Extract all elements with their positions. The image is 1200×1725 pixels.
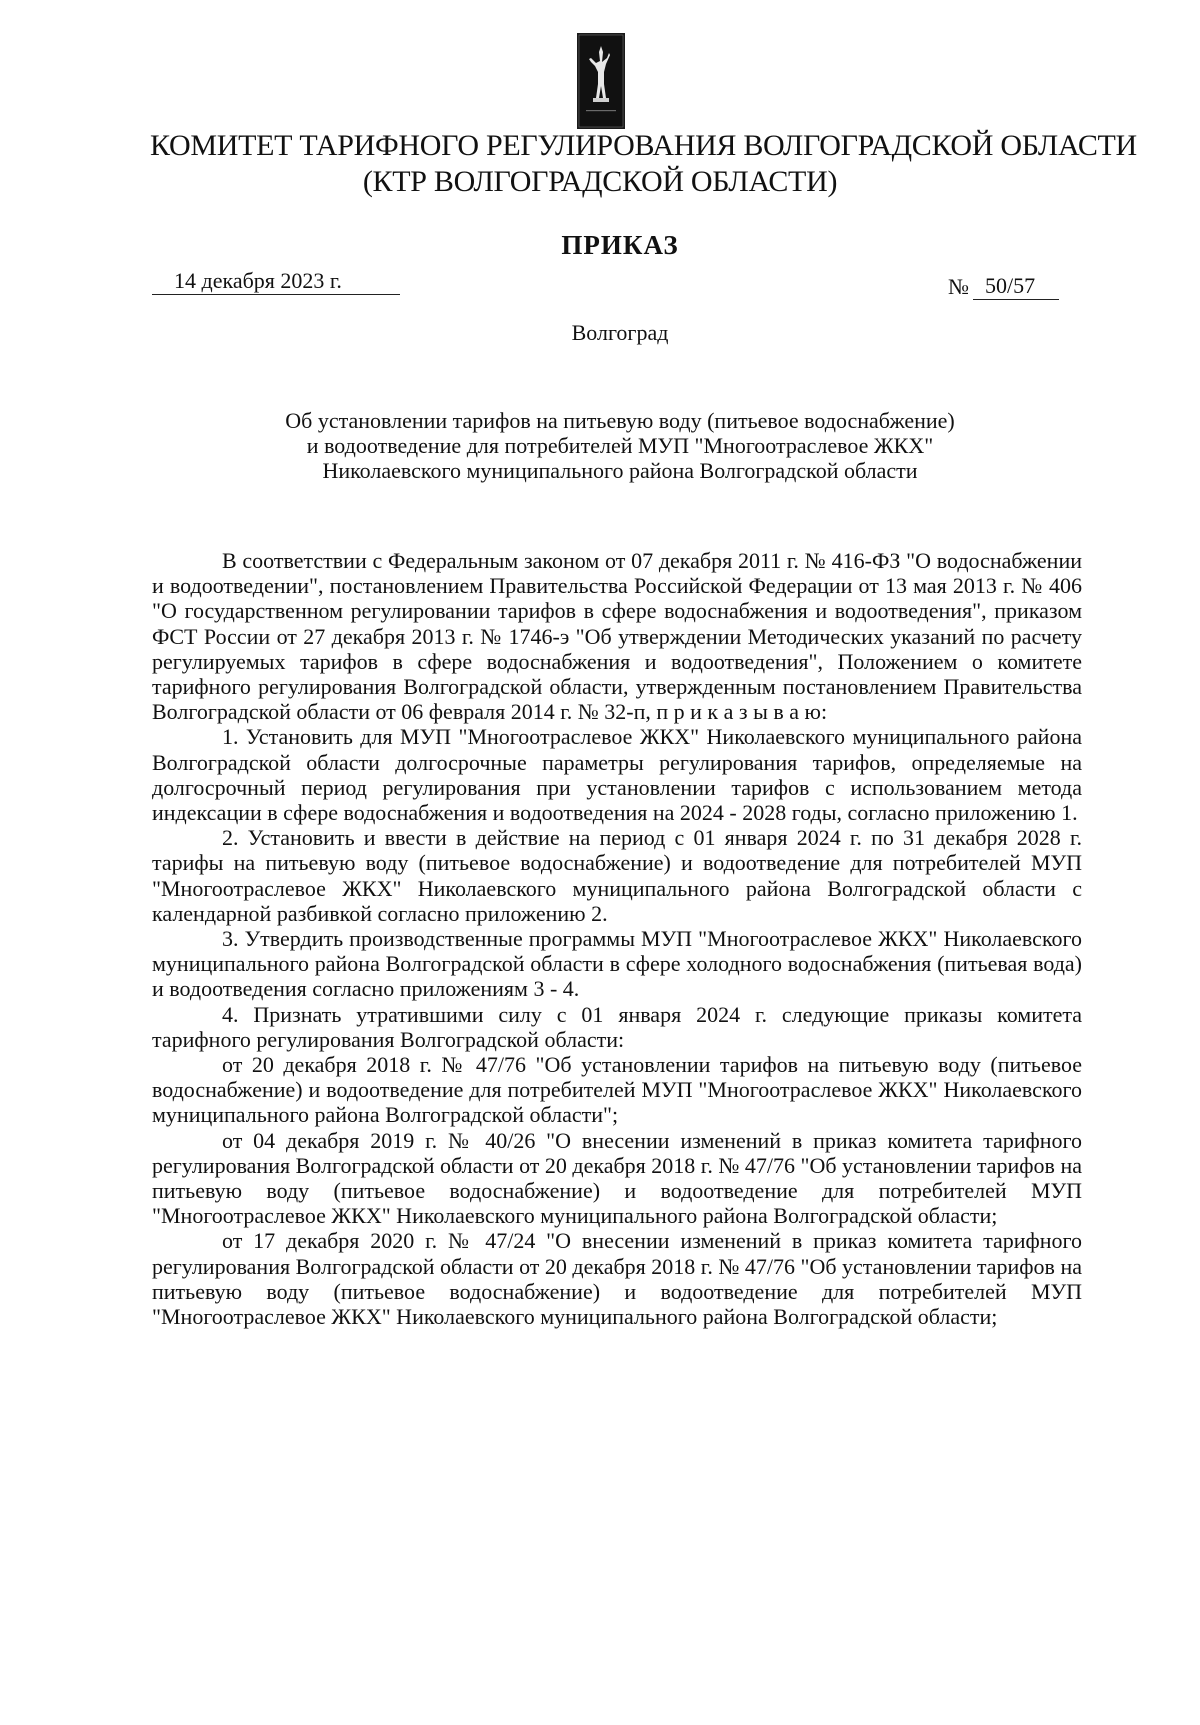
order-subject [150, 408, 1090, 483]
coat-of-arms-emblem [576, 32, 626, 130]
order-item-2: 2. Установить и ввести в действие на период с 01 января 2024 г. по 31 декабря 2028 г. тарифы на питьевую воду (питьевое водоснабжение) и водоотведение для потребителей МУП "Многоотраслевое ЖКХ" Николаевского муниципального района Волгоградской области с календарной разбивкой согласно приложению 2. [152, 825, 1082, 926]
order-number: 50/57 [973, 273, 1059, 300]
order-item-1: 1. Установить для МУП "Многоотраслевое ЖКХ" Николаевского муниципального района Волгоградской области долгосрочные параметры регулирования тарифов, определяемые на долгосрочный период регулирования при установлении тарифов с использованием метода индексации в сфере водоснабжения и водоотведения на 2024 - 2028 годы, согласно приложению 1. [152, 724, 1082, 826]
order-date: 14 декабря 2023 г. [152, 268, 400, 295]
number-sign: № [948, 274, 969, 299]
committee-name: КОМИТЕТ ТАРИФНОГО РЕГУЛИРОВАНИЯ ВОЛГОГРАДСКОЙ ОБЛАСТИ [150, 129, 1137, 162]
subject-line: Об установлении тарифов на питьевую воду (питьевое водоснабжение) [285, 408, 955, 433]
order-number-field [948, 268, 1059, 300]
repealed-order-2: от 04 декабря 2019 г. № 40/26 "О внесении изменений в приказ комитета тарифного регулирования Волгоградской области от 20 декабря 2018 г. № 47/76 "Об установлении тарифов на питьевую воду (питьевое водоснабжение) и водоотведение для потребителей МУП "Многоотраслевое ЖКХ" Николаевского муниципального района Волгоградской области; [152, 1127, 1082, 1229]
order-city: Волгоград [571, 320, 669, 345]
committee-heading [150, 128, 1137, 200]
order-title: ПРИКАЗ [561, 230, 679, 260]
order-item-4: 4. Признать утратившими силу с 01 января 2024 г. следующие приказы комитета тарифного регулирования Волгоградской области: [152, 1001, 1082, 1052]
subject-line: и водоотведение для потребителей МУП "Многоотраслевое ЖКХ" [306, 433, 934, 458]
preamble-paragraph: В соответствии с Федеральным законом от 07 декабря 2011 г. № 416-ФЗ "О водоснабжении и водоотведении", постановлением Правительства Российской Федерации от 13 мая 2013 г. № 406 "О государственном регулировании тарифов в сфере водоснабжения и водоотведения", приказом ФСТ России от 27 декабря 2013 г. № 1746-э "Об утверждении Методических указаний по расчету регулируемых тарифов в сфере водоснабжения и водоотведения", Положением о комитете тарифного регулирования Волгоградской области, утвержденным постановлением Правительства Волгоградской области от 06 февраля 2014 г. № 32-п, п р и к а з ы в а ю: [152, 548, 1082, 725]
repealed-order-3: от 17 декабря 2020 г. № 47/24 "О внесении изменений в приказ комитета тарифного регулирования Волгоградской области от 20 декабря 2018 г. № 47/76 "Об установлении тарифов на питьевую воду (питьевое водоснабжение) и водоотведение для потребителей МУП "Многоотраслевое ЖКХ" Николаевского муниципального района Волгоградской области; [152, 1228, 1082, 1330]
committee-abbreviation: (КТР ВОЛГОГРАДСКОЙ ОБЛАСТИ) [362, 165, 838, 198]
subject-line: Николаевского муниципального района Волгоградской области [322, 458, 918, 483]
repealed-order-1: от 20 декабря 2018 г. № 47/76 "Об установлении тарифов на питьевую воду (питьевое водоснабжение) и водоотведение для потребителей МУП "Многоотраслевое ЖКХ" Николаевского муниципального района Волгоградской области"; [152, 1052, 1082, 1128]
order-body [152, 548, 1082, 1329]
order-item-3: 3. Утвердить производственные программы МУП "Многоотраслевое ЖКХ" Николаевского муниципального района Волгоградской области в сфере холодного водоснабжения (питьевая вода) и водоотведения согласно приложениям 3 - 4. [152, 926, 1082, 1002]
